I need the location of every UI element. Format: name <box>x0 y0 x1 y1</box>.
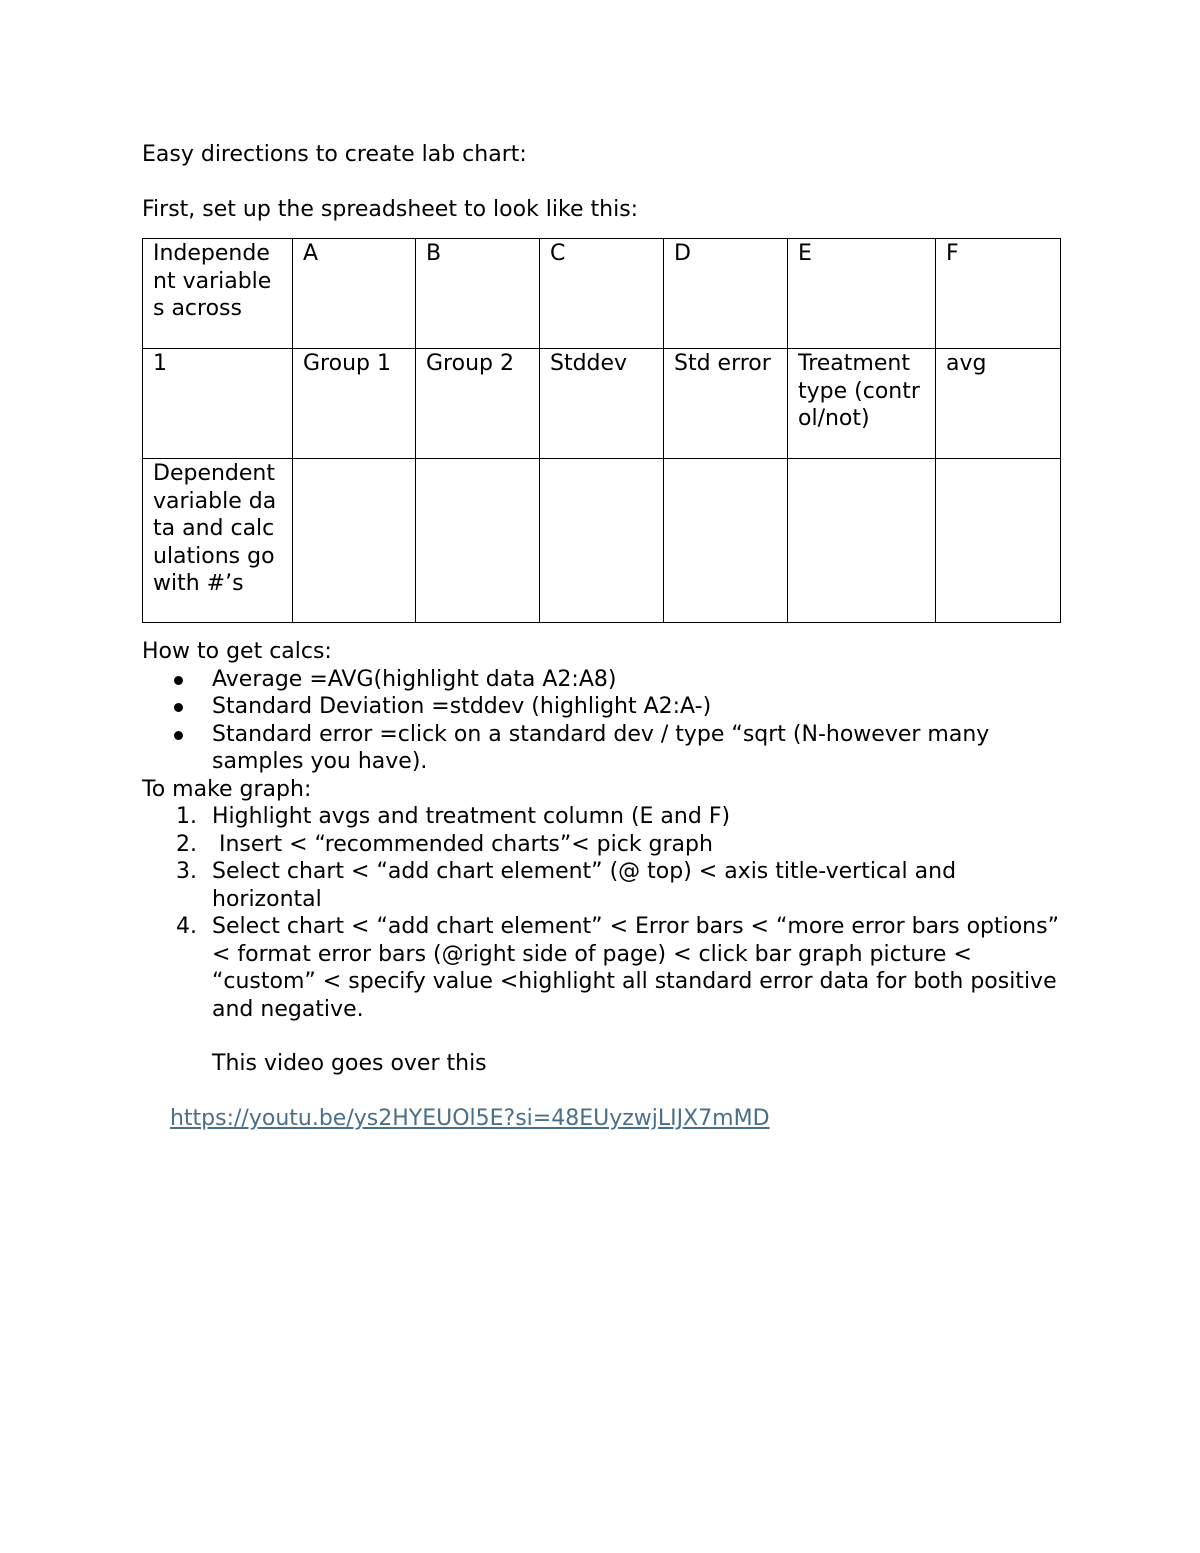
table-row <box>143 239 1061 349</box>
table-row <box>143 459 1061 623</box>
list-item <box>176 803 1062 831</box>
bullet-icon <box>174 676 183 685</box>
list-item-text: Highlight avgs and treatment column (E and F) <box>212 804 731 829</box>
table-cell: A <box>293 239 416 349</box>
table-cell: Group 2 <box>416 349 540 459</box>
intro-text: First, set up the spreadsheet to look like this: <box>142 196 639 222</box>
table-cell: D <box>664 239 788 349</box>
bullet-icon <box>174 703 183 712</box>
table-cell <box>416 459 540 623</box>
list-item-text: Standard error =click on a standard dev / type “sqrt (N-however many samples you have). <box>212 721 990 774</box>
table-cell: Std error <box>664 349 788 459</box>
list-item-text: Select chart < “add chart element” < Error bars < “more error bars options” < format error bars (@right side of page) < click bar graph picture < “custom” < specify value <highlight all standard error data for both positive and negative. <box>212 914 1066 1022</box>
graph-steps-list <box>142 803 1066 1023</box>
table-cell: Independent variables across <box>143 239 293 349</box>
table-cell <box>293 459 416 623</box>
table-cell: Treatment type (control/not) <box>788 349 936 459</box>
spacer <box>142 1023 1062 1050</box>
spreadsheet-layout-table <box>142 238 1061 623</box>
table-cell: Stddev <box>540 349 664 459</box>
list-item-text: Average =AVG(highlight data A2:A8) <box>212 666 617 692</box>
list-item <box>212 721 1062 776</box>
calcs-list <box>142 666 1062 776</box>
table-cell <box>664 459 788 623</box>
list-item <box>176 858 1062 913</box>
list-item <box>212 693 1062 721</box>
bullet-icon <box>174 731 183 740</box>
table-cell <box>540 459 664 623</box>
list-item <box>176 913 1066 1023</box>
step-number: 2. <box>176 831 197 857</box>
list-item-text: Insert < “recommended charts”< pick graph <box>212 831 713 857</box>
table-cell: C <box>540 239 664 349</box>
step-number: 4. <box>176 914 197 939</box>
video-link[interactable]: https://youtu.be/ys2HYEUOl5E?si=48EUyzwjLIJX7mMD <box>169 1106 770 1131</box>
table-row <box>143 349 1061 459</box>
table-cell: Dependent variable data and calculations go with #’s <box>143 459 293 623</box>
table-cell: 1 <box>143 349 293 459</box>
table-cell: B <box>416 239 540 349</box>
table-cell: F <box>936 239 1061 349</box>
step-number: 3. <box>176 859 197 884</box>
spacer <box>142 169 1062 196</box>
document-page <box>142 141 1066 1160</box>
calcs-title: How to get calcs: <box>142 639 332 664</box>
list-item <box>212 666 1062 694</box>
graph-title: To make graph: <box>142 776 312 802</box>
list-item-text: Select chart < “add chart element” (@ top) < axis title-vertical and horizontal <box>212 859 964 912</box>
video-note: This video goes over this <box>212 1051 487 1076</box>
table-cell: Group 1 <box>293 349 416 459</box>
list-item <box>176 831 1062 859</box>
spacer <box>142 623 1062 638</box>
document-heading: Easy directions to create lab chart: <box>142 142 527 167</box>
table-cell <box>936 459 1061 623</box>
list-item-text: Standard Deviation =stddev (highlight A2:A-) <box>212 694 712 719</box>
table-cell: E <box>788 239 936 349</box>
table-cell <box>788 459 936 623</box>
step-number: 1. <box>176 804 197 829</box>
table-cell: avg <box>936 349 1061 459</box>
